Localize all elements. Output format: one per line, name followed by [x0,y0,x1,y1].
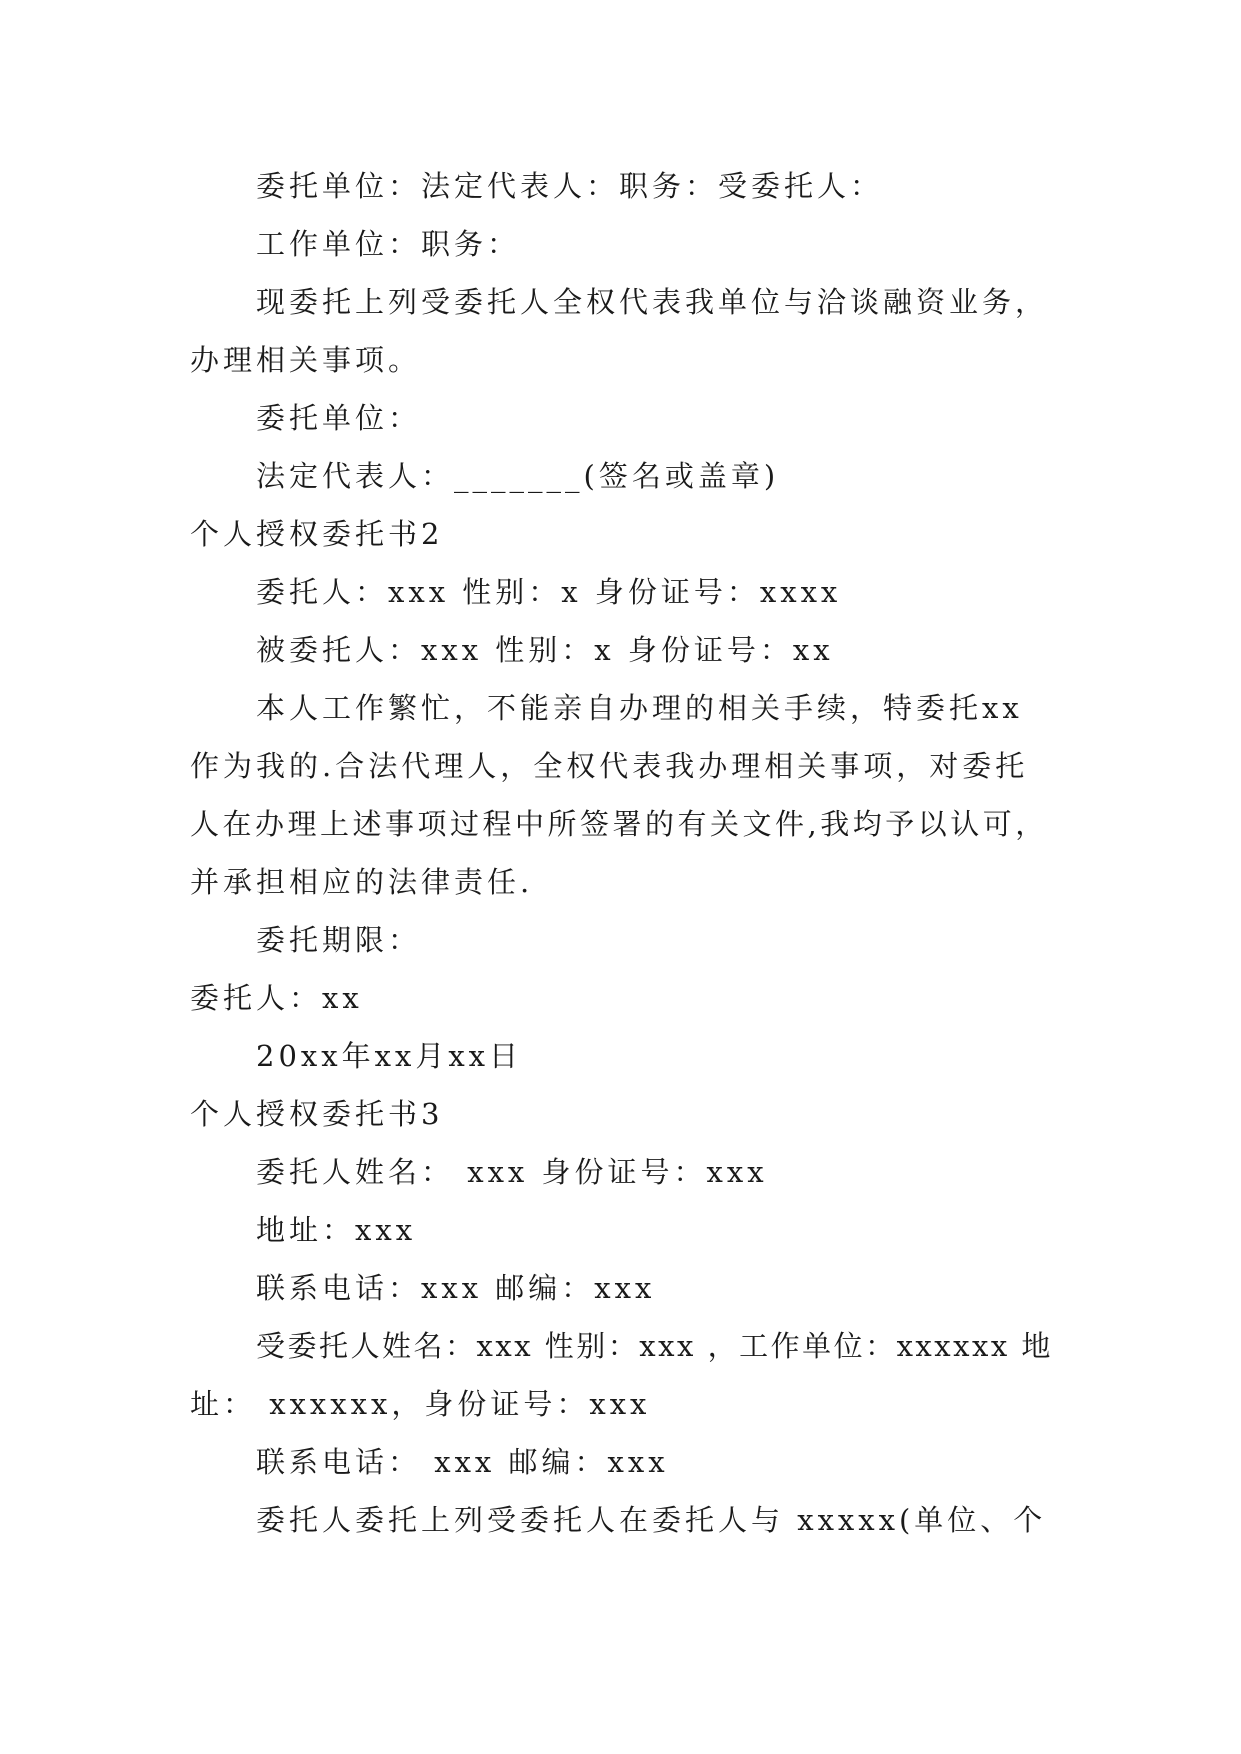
text-line: 委托单位： [256,401,422,435]
text-line: 联系电话：xxx 邮编：xxx [256,1271,656,1305]
text-line: 委托人委托上列受委托人在委托人与 xxxxx(单位、个 [256,1503,1047,1537]
text-line: 址： xxxxxx，身份证号：xxx [190,1387,651,1421]
text-line: 法定代表人：_______(签名或盖章) [256,459,780,493]
text-line: 办理相关事项。 [190,343,422,377]
date-line: 20xx年xx月xx日 [256,1039,523,1073]
text-line: 委托期限： [256,923,422,957]
text-line: 并承担相应的法律责任. [190,865,534,899]
text-line: 作为我的.合法代理人，全权代表我办理相关事项，对委托 [190,749,1029,783]
text-line: 委托人：xxx 性别：x 身份证号：xxxx [256,575,842,609]
text-line: 委托人姓名： xxx 身份证号：xxx [256,1155,768,1189]
text-line: 被委托人：xxx 性别：x 身份证号：xx [256,633,834,667]
section-heading: 个人授权委托书3 [190,1097,444,1131]
text-line: 委托单位：法定代表人：职务：受委托人： [256,169,884,203]
text-line: 工作单位：职务： [256,227,521,261]
section-heading: 个人授权委托书2 [190,517,444,551]
text-line: 本人工作繁忙，不能亲自办理的相关手续，特委托xx [256,691,1023,725]
text-line: 人在办理上述事项过程中所签署的有关文件,我均予以认可， [190,807,1048,841]
text-line: 现委托上列受委托人全权代表我单位与洽谈融资业务， [256,285,1049,319]
text-line: 联系电话： xxx 邮编：xxx [256,1445,669,1479]
text-line: 地址：xxx [256,1213,417,1247]
text-line: 受委托人姓名：xxx 性别：xxx ，工作单位：xxxxxx 地 [256,1329,1053,1363]
text-line: 委托人：xx [190,981,363,1015]
